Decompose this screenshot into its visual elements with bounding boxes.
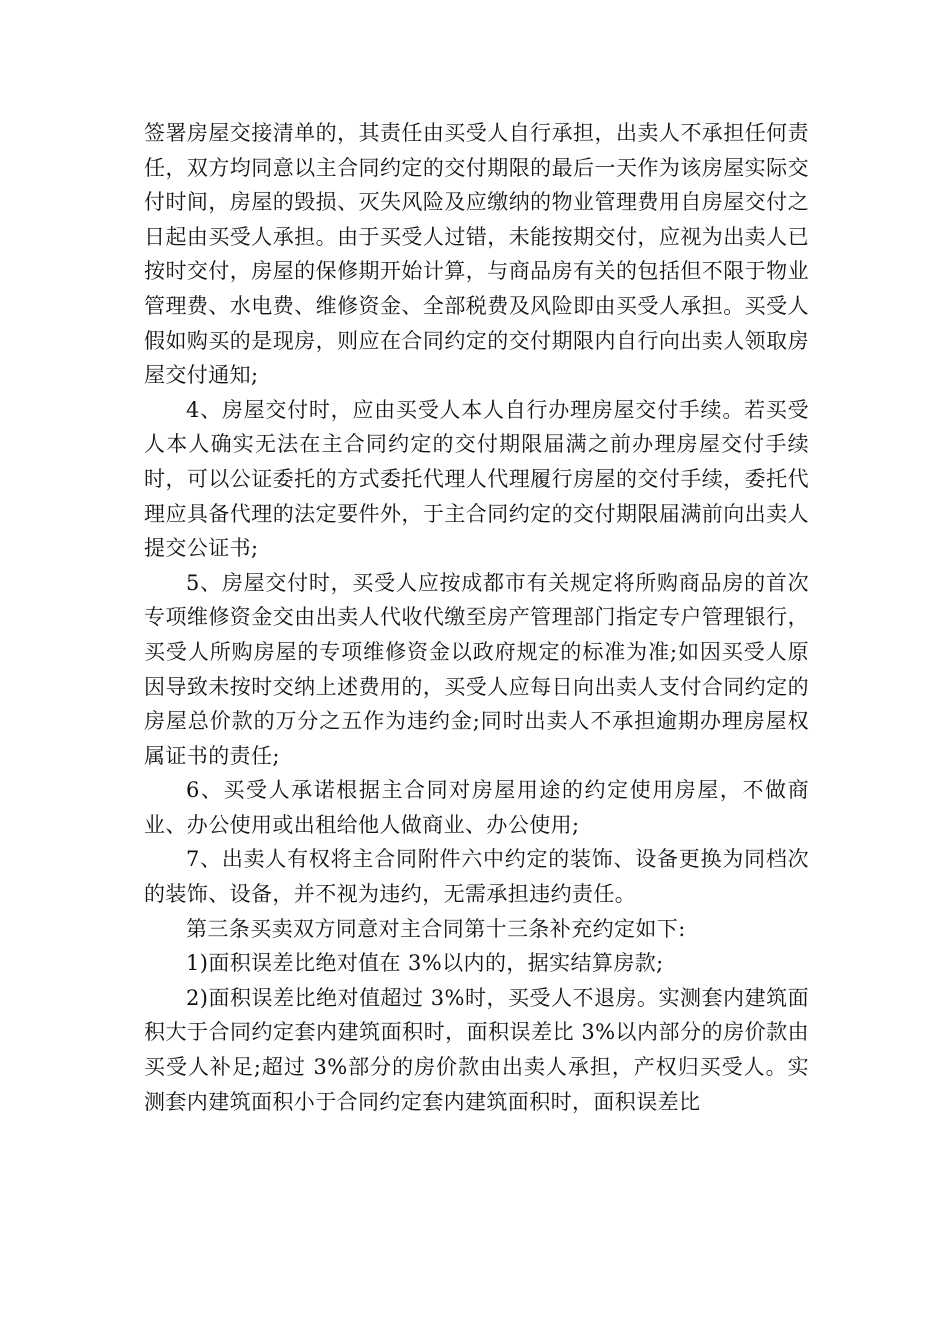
paragraph-item-5: 5、房屋交付时，买受人应按成都市有关规定将所购商品房的首次专项维修资金交由出卖人代收代缴至房产管理部门指定专户管理银行，买受人所购房屋的专项维修资金以政府规定的标准为准;如因买受人原因导致未按时交纳上述费用的，买受人应每日向出卖人支付合同约定的房屋总价款的万分之五作为违约金;同时出卖人不承担逾期办理房屋权属证书的责任; xyxy=(144,570,809,768)
paragraph-item-4: 4、房屋交付时，应由买受人本人自行办理房屋交付手续。若买受人本人确实无法在主合同约定的交付期限届满之前办理房屋交付手续时，可以公证委托的方式委托代理人代理履行房屋的交付手续，委托代理应具备代理的法定要件外，于主合同约定的交付期限届满前向出卖人提交公证书; xyxy=(144,397,809,561)
paragraph-item-7: 7、出卖人有权将主合同附件六中约定的装饰、设备更换为同档次的装饰、设备，并不视为违约，无需承担违约责任。 xyxy=(144,847,809,907)
document-page xyxy=(144,116,809,1119)
paragraph-article-3: 第三条买卖双方同意对主合同第十三条补充约定如下: xyxy=(186,916,686,941)
paragraph-item-6: 6、买受人承诺根据主合同对房屋用途的约定使用房屋，不做商业、办公使用或出租给他人做商业、办公使用; xyxy=(144,778,809,837)
paragraph-sub-1: 1)面积误差比绝对值在 3%以内的，据实结算房款; xyxy=(186,951,664,976)
paragraph-continued: 签署房屋交接清单的，其责任由买受人自行承担，出卖人不承担任何责任，双方均同意以主合同约定的交付期限的最后一天作为该房屋实际交付时间，房屋的毁损、灭失风险及应缴纳的物业管理费用自房屋交付之日起由买受人承担。由于买受人过错，未能按期交付，应视为出卖人已按时交付，房屋的保修期开始计算，与商品房有关的包括但不限于物业管理费、水电费、维修资金、全部税费及风险即由买受人承担。买受人假如购买的是现房，则应在合同约定的交付期限内自行向出卖人领取房屋交付通知; xyxy=(144,121,809,388)
paragraph-sub-2: 2)面积误差比绝对值超过 3%时，买受人不退房。实测套内建筑面积大于合同约定套内建筑面积时，面积误差比 3%以内部分的房价款由买受人补足;超过 3%部分的房价款由出卖人承担，产权归买受人。实测套内建筑面积小于合同约定套内建筑面积时，面积误差比 xyxy=(144,985,809,1114)
